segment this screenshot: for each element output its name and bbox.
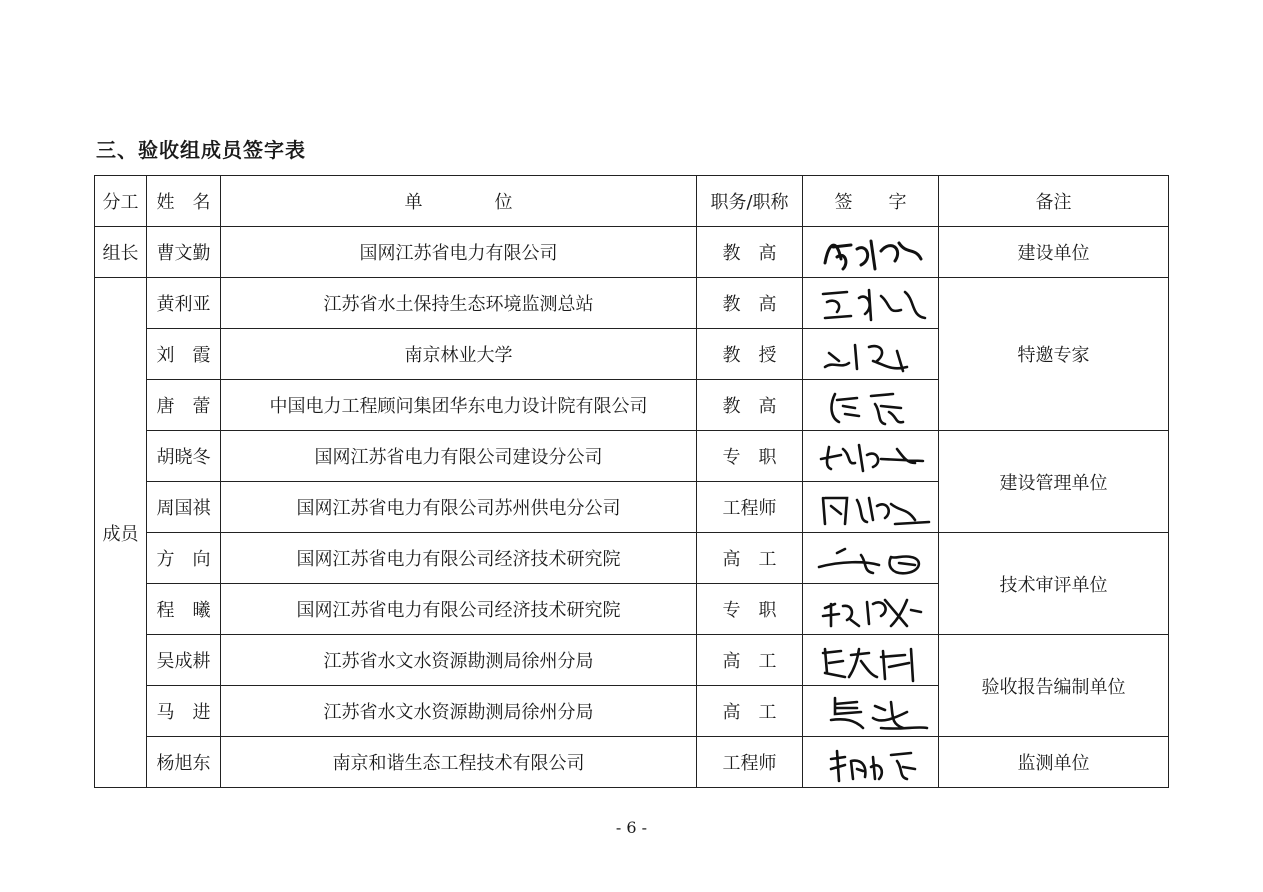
header-remark: 备注 [939, 176, 1169, 227]
unit-cell: 国网江苏省电力有限公司经济技术研究院 [221, 584, 697, 635]
header-unit: 单 位 [221, 176, 697, 227]
name-cell: 吴成耕 [147, 635, 221, 686]
table-row [95, 635, 1169, 686]
unit-cell: 江苏省水土保持生态环境监测总站 [221, 278, 697, 329]
unit-cell: 江苏省水文水资源勘测局徐州分局 [221, 635, 697, 686]
role-cell-leader: 组长 [95, 227, 147, 278]
unit-cell: 南京和谐生态工程技术有限公司 [221, 737, 697, 788]
title-cell: 高 工 [697, 533, 803, 584]
unit-cell: 南京林业大学 [221, 329, 697, 380]
header-signature: 签 字 [803, 176, 939, 227]
unit-cell: 国网江苏省电力有限公司 [221, 227, 697, 278]
title-cell: 教 高 [697, 380, 803, 431]
title-cell: 工程师 [697, 482, 803, 533]
unit-cell: 国网江苏省电力有限公司经济技术研究院 [221, 533, 697, 584]
name-cell: 程 曦 [147, 584, 221, 635]
section-heading: 三、验收组成员签字表 [96, 138, 306, 162]
name-cell: 周国祺 [147, 482, 221, 533]
header-title: 职务/职称 [697, 176, 803, 227]
table-row [95, 227, 1169, 278]
signature-cell [803, 686, 939, 737]
signature-cell [803, 635, 939, 686]
name-cell: 唐 蕾 [147, 380, 221, 431]
title-cell: 教 授 [697, 329, 803, 380]
title-cell: 高 工 [697, 686, 803, 737]
title-cell: 高 工 [697, 635, 803, 686]
handwritten-signature [811, 382, 931, 428]
title-cell: 专 职 [697, 431, 803, 482]
handwritten-signature [811, 280, 931, 326]
table-row [95, 737, 1169, 788]
remark-cell: 监测单位 [939, 737, 1169, 788]
header-name: 姓 名 [147, 176, 221, 227]
signature-cell [803, 380, 939, 431]
handwritten-signature [811, 637, 931, 683]
remark-cell: 建设单位 [939, 227, 1169, 278]
remark-cell: 建设管理单位 [939, 431, 1169, 533]
page-number: - 6 - [615, 818, 648, 837]
unit-cell: 国网江苏省电力有限公司苏州供电分公司 [221, 482, 697, 533]
title-cell: 工程师 [697, 737, 803, 788]
handwritten-signature [811, 433, 931, 479]
role-cell-member: 成员 [95, 278, 147, 788]
unit-cell: 中国电力工程顾问集团华东电力设计院有限公司 [221, 380, 697, 431]
title-cell: 专 职 [697, 584, 803, 635]
title-cell: 教 高 [697, 227, 803, 278]
table-row [95, 278, 1169, 329]
signature-cell [803, 227, 939, 278]
unit-cell: 国网江苏省电力有限公司建设分公司 [221, 431, 697, 482]
handwritten-signature [811, 229, 931, 275]
name-cell: 曹文勤 [147, 227, 221, 278]
name-cell: 胡晓冬 [147, 431, 221, 482]
signature-cell [803, 482, 939, 533]
table-row [95, 533, 1169, 584]
table-row [95, 431, 1169, 482]
signature-cell [803, 431, 939, 482]
handwritten-signature [811, 331, 931, 377]
unit-cell: 江苏省水文水资源勘测局徐州分局 [221, 686, 697, 737]
remark-cell: 技术审评单位 [939, 533, 1169, 635]
signature-table [94, 175, 1169, 788]
remark-cell: 特邀专家 [939, 278, 1169, 431]
title-cell: 教 高 [697, 278, 803, 329]
name-cell: 杨旭东 [147, 737, 221, 788]
handwritten-signature [811, 739, 931, 785]
name-cell: 方 向 [147, 533, 221, 584]
signature-cell [803, 584, 939, 635]
name-cell: 刘 霞 [147, 329, 221, 380]
signature-cell [803, 737, 939, 788]
name-cell: 黄利亚 [147, 278, 221, 329]
signature-cell [803, 533, 939, 584]
signature-cell [803, 329, 939, 380]
remark-cell: 验收报告编制单位 [939, 635, 1169, 737]
table-header-row [95, 176, 1169, 227]
name-cell: 马 进 [147, 686, 221, 737]
handwritten-signature [811, 688, 931, 734]
signature-cell [803, 278, 939, 329]
handwritten-signature [811, 484, 931, 530]
header-role: 分工 [95, 176, 147, 227]
handwritten-signature [811, 535, 931, 581]
handwritten-signature [811, 586, 931, 632]
